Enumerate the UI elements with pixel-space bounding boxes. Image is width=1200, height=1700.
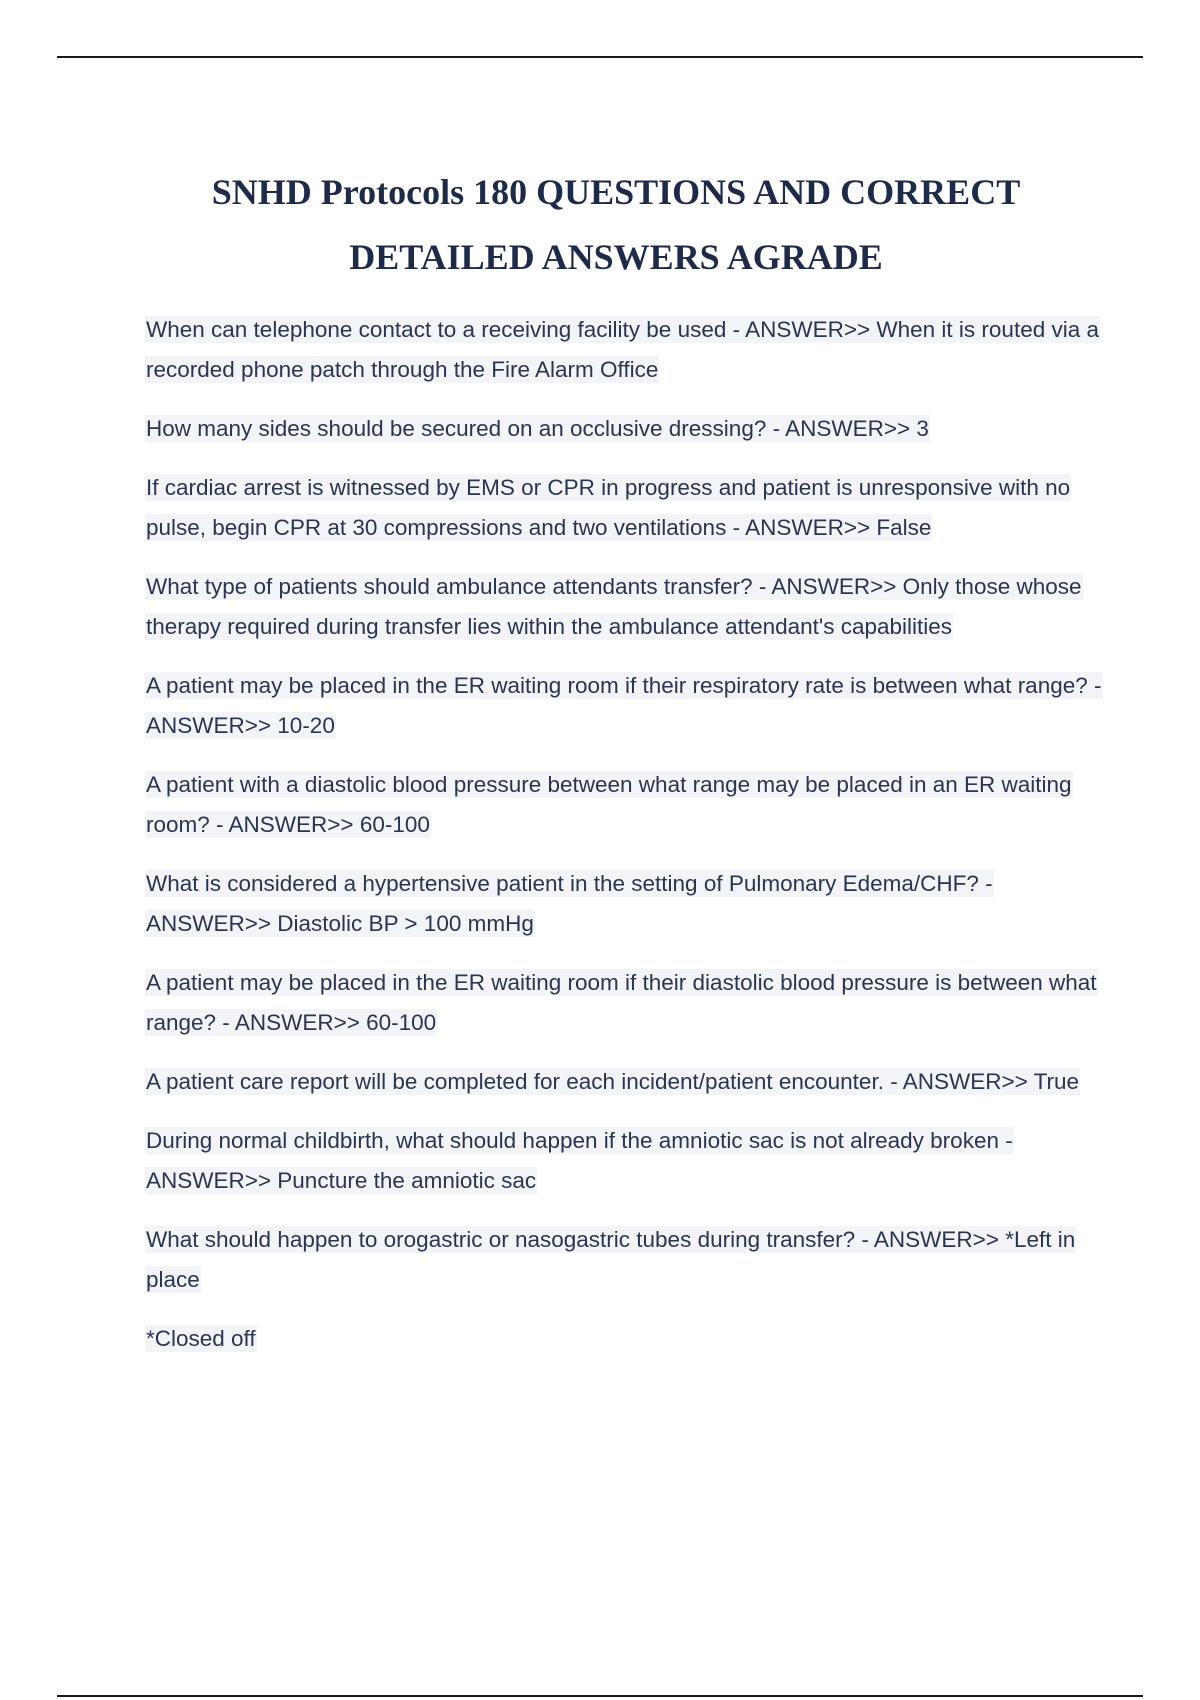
qa-item-7 [145,864,1105,944]
qa-item-4 [145,567,1105,647]
qa-text: A patient with a diastolic blood pressure between what range may be placed in an ER waiting room? - ANSWER>> 60-100 [146,772,1072,837]
qa-text: What type of patients should ambulance attendants transfer? - ANSWER>> Only those whose therapy required during transfer lies within the ambulance attendant's capabilities [146,574,1082,639]
qa-item-6 [145,765,1105,845]
top-divider [57,56,1143,58]
qa-list [145,310,1105,1378]
qa-text: How many sides should be secured on an occlusive dressing? - ANSWER>> 3 [146,416,929,441]
qa-text: A patient care report will be completed for each incident/patient encounter. - ANSWER>> True [146,1069,1080,1094]
qa-text: A patient may be placed in the ER waiting room if their diastolic blood pressure is between what range? - ANSWER>> 60-100 [146,970,1097,1035]
qa-item-2 [145,409,1105,449]
qa-text: If cardiac arrest is witnessed by EMS or CPR in progress and patient is unresponsive with no pulse, begin CPR at 30 compressions and two ventilations - ANSWER>> False [146,475,1071,540]
qa-item-10 [145,1121,1105,1201]
qa-text: A patient may be placed in the ER waiting room if their respiratory rate is between what range? - ANSWER>> 10-20 [146,673,1102,738]
qa-text: What should happen to orogastric or nasogastric tubes during transfer? - ANSWER>> *Left in place [146,1227,1076,1292]
qa-text: During normal childbirth, what should happen if the amniotic sac is not already broken - ANSWER>> Puncture the amniotic sac [146,1128,1013,1193]
qa-item-11 [145,1220,1105,1300]
qa-item-3 [145,468,1105,548]
bottom-divider [57,1695,1143,1697]
qa-item-9 [145,1062,1105,1102]
qa-item-12 [145,1319,1105,1359]
document-title: SNHD Protocols 180 QUESTIONS AND CORRECT DETAILED ANSWERS AGRADE [211,172,1021,277]
qa-text: *Closed off [146,1326,256,1351]
qa-text: What is considered a hypertensive patient in the setting of Pulmonary Edema/CHF? - ANSWER>> Diastolic BP > 100 mmHg [146,871,993,936]
qa-item-5 [145,666,1105,746]
qa-item-8 [145,963,1105,1043]
qa-item-1 [145,310,1105,390]
qa-text: When can telephone contact to a receiving facility be used - ANSWER>> When it is routed via a recorded phone patch through the Fire Alarm Office [146,317,1099,382]
